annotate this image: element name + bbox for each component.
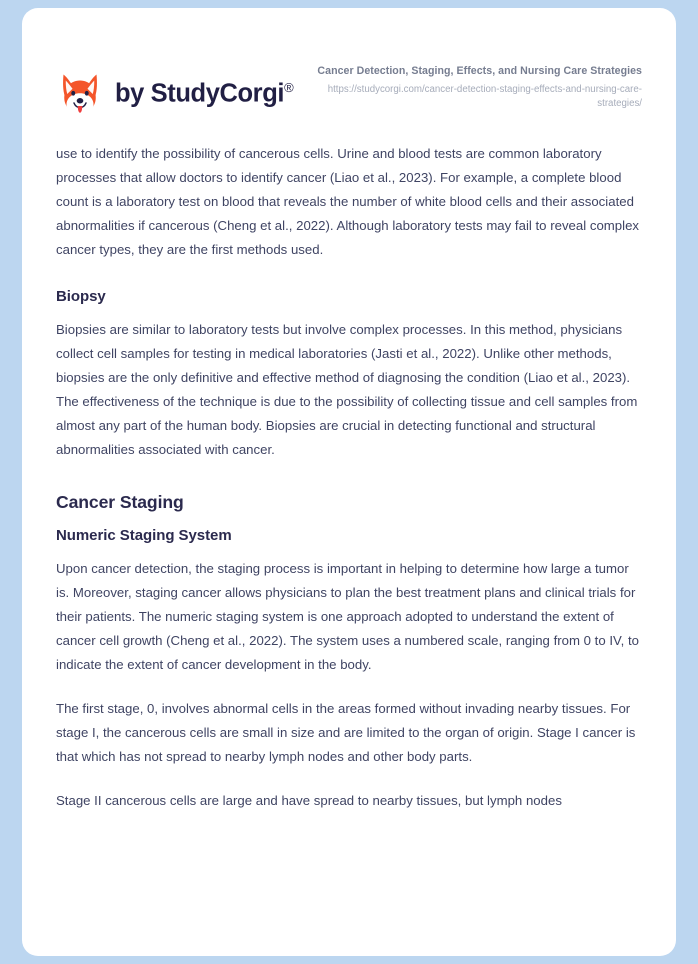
- document-url[interactable]: https://studycorgi.com/cancer-detection-staging-effects-and-nursing-care-strategies/: [327, 84, 642, 109]
- brand-name-text: by StudyCorgi: [115, 79, 285, 108]
- heading-cancer-staging: Cancer Staging: [56, 492, 184, 513]
- heading-numeric-staging-system: Numeric Staging System: [56, 527, 232, 545]
- document-page-card: [22, 8, 676, 956]
- paragraph-biopsy: Biopsies are similar to laboratory tests but involve complex processes. In this method, physicians collect cell samples for testing in medical laboratories (Jasti et al., 2022). Unlike other methods, biopsies are the only definitive and effective method of diagnosing the condition (Liao et al., 2023). The effectiveness of the technique is due to the possibility of collecting tissue and cell samples from almost any part of the human body. Biopsies are crucial in detecting functional and structural abnormalities associated with cancer.: [56, 322, 638, 458]
- page-content-area: [22, 8, 676, 813]
- brand-block: [56, 60, 294, 118]
- brand-name: [115, 81, 294, 107]
- paragraph-stage-0-and-1: The first stage, 0, involves abnormal cells in the areas formed without invading nearby tissues. For stage I, the cancerous cells are small in size and are limited to the organ of origin. Stage I cancer is that which has not spread to nearby lymph nodes and other body parts.: [56, 701, 636, 765]
- document-meta: [312, 60, 642, 110]
- registered-trademark-icon: ®: [284, 80, 294, 95]
- document-header: [56, 8, 642, 109]
- document-title: Cancer Detection, Staging, Effects, and Nursing Care Strategies: [317, 65, 642, 77]
- paragraph-numeric-staging: Upon cancer detection, the staging process is important in helping to determine how large a tumor is. Moreover, staging cancer allows physicians to plan the best treatment plans and clinical trials for their patients. The numeric staging system is one approach adopted to understand the extent of cancer cell growth (Cheng et al., 2022). The system uses a numbered scale, ranging from 0 to IV, to indicate the extent of cancer development in the body.: [56, 561, 640, 673]
- corgi-logo-icon: [56, 70, 104, 118]
- document-body: [56, 94, 642, 813]
- heading-biopsy: Biopsy: [56, 288, 106, 306]
- paragraph-stage-2: Stage II cancerous cells are large and have spread to nearby tissues, but lymph nodes: [56, 793, 562, 809]
- paragraph-lab-tests: use to identify the possibility of cancerous cells. Urine and blood tests are common laboratory processes that allow doctors to identify cancer (Liao et al., 2023). For example, a complete blood count is a laboratory test on blood that reveals the number of white blood cells and their associated abnormalities if cancerous (Cheng et al., 2022). Although laboratory tests may fail to reveal complex cancer types, they are the first methods used.: [56, 146, 640, 258]
